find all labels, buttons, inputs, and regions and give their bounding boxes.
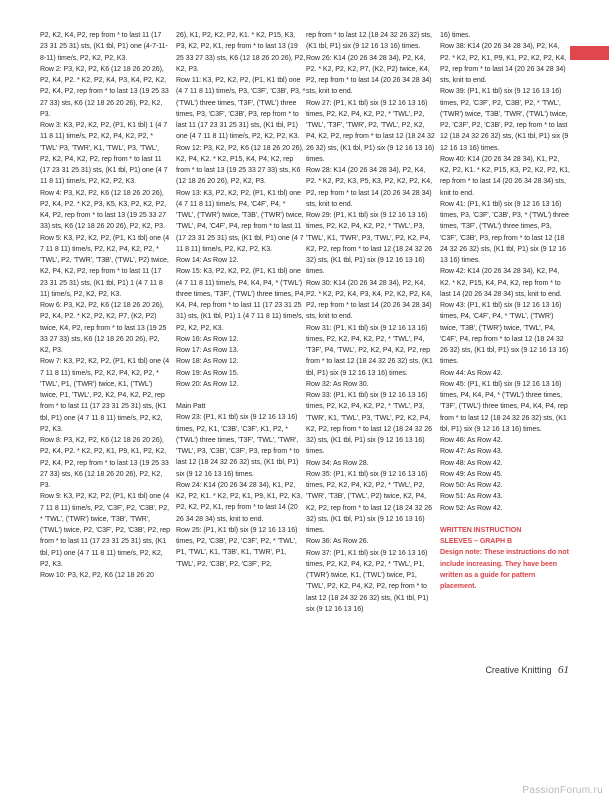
pattern-row: Row 48: As Row 42. xyxy=(440,459,503,467)
pattern-row: Row 47: As Row 43. xyxy=(440,448,503,456)
pattern-row: Row 20: As Row 12. xyxy=(176,380,239,388)
main-patt-heading: Main Patt xyxy=(176,403,206,410)
pattern-row: Row 9: K3, P2, K2, P2, (P1, K1 tbl) one (4 7 11 8 11) time/s, P2, 'C3F', P2, 'C3B', P2, * 'TWL', ('TWR') twice, 'T3B', 'TWR', ('TWL') twice, P2, 'C3F', P2, 'C3B', P2, rep from * to last 11 (17 23 31 25 31) sts, (K1 tbl, P1) one (4 7 11 8 11) time/s, P2, K2, P2, K3. xyxy=(40,493,171,568)
pattern-row: Row 40: K14 (20 26 34 28 34), K1, P2, K2, P2, K1. * K2, P15, K3, P2, K2, P2, K1, rep from * to last 14 (20 26 34 28 34) sts, knit to end. xyxy=(440,155,570,197)
pattern-row: Row 11: K3, P2, K2, P2, (P1, K1 tbl) one (4 7 11 8 11) time/s, P3, 'C3F', 'C3B', P3, * ('TWL') three times, 'T3F', ('TWL') three times, P3, 'C3F', 'C3B', P3, rep from * to last 11 (17 23 31 25 31) sts, (K1 tbl, P1) one (4 7 11 8 11) time/s, P2, K2, P2, K3. xyxy=(176,77,306,141)
pattern-row: Row 46: As Row 42. xyxy=(440,437,503,444)
pattern-row: Row 25: (P1, K1 tbl) six (9 12 16 13 16) times, P2, 'C3B', P2, 'C3F', P2, * 'TWL', P1, 'TWL', K1, 'T3B', K1, 'TWR', P1, 'TWL', P2, 'C3B', P2, 'C3F', P2, xyxy=(176,526,298,568)
pattern-row: Row 7: K3, P2, K2, P2, (P1, K1 tbl) one (4 7 11 8 11) time/s, P2, K2, P4, K2, P2, * 'TWL', P1, ('TWR') twice, K1, ('TWL') twice, P1, 'TWL', P2, K2, P4, K2, P2, rep from * to last 11 (17 23 31 25 31) sts, (K1 tbl, P1) one (4 7 11 8 11) time/s, P2, K2, P2, K3. xyxy=(40,358,170,433)
column-3 xyxy=(306,30,436,615)
pattern-row: Row 13: K3, P2, K2, P2, (P1, K1 tbl) one (4 7 11 8 11) time/s, P4, 'C4F', P4, * 'TWL', ('TWR') twice, 'T3B', ('TWR') twice, 'TWL', P4, 'C4F', P4, rep from * to last 11 (17 23 31 25 31) sts, (K1 tbl, P1) one (4 7 11 8 11) time/s, P2, K2, P2, K3. xyxy=(176,189,304,253)
pattern-row: Row 17: As Row 13. xyxy=(176,347,239,354)
pattern-row: Row 23: (P1, K1 tbl) six (9 12 16 13 16) times, P2, K1, 'C3B', 'C3F', K1, P2, * ('TWL') three times, 'T3F', 'TWL', 'TWR', 'TWL', P3, 'C3B', 'C3F', P3, rep from * to last 12 (18 24 32 26 32) sts, (K1 tbl, P1) six (9 12 16 13 16) times. xyxy=(176,414,300,478)
pattern-row: Row 43: (P1, K1 tbl) six (9 12 16 13 16) times, P4, 'C4F', P4, * 'TWL', ('TWR') twice, 'T3B', ('TWR') twice, 'TWL', P4, 'C4F', P4, rep from * to last 12 (18 24 32 26 32) sts, (K1 tbl, P1) six (9 12 16 13 16) times. xyxy=(440,302,569,366)
pattern-row: Row 27: (P1, K1 tbl) six (9 12 16 13 16) times, P2, K2, P4, K2, P2, * 'TWL', P2, 'TWL', 'T3F', 'TWR', P2, 'TWL', P2, K2, P4, K2, P2, rep from * to last 12 (18 24 32 26 32) sts, (K1 tbl, P1) six (9 12 16 13 16) times. xyxy=(306,99,435,163)
pattern-row: Row 3: K3, P2, K2, P2, (P1, K1 tbl) 1 (4 7 11 8 11) time/s, P2, K2, P4, K2, P2, * 'TWL' P3, 'TWR', K1, 'TWL', P3, 'TWL', P2, K2, P4, K2, P2, rep from * to last 11 (17 23 31 25 31) sts, (K1 tbl, P1) one (4 7 11 8 11) time/s, P2, K2, P2, K3. xyxy=(40,122,168,186)
pattern-row: Row 33: (P1, K1 tbl) six (9 12 16 13 16) times, P2, K2, P4, K2, P2, * 'TWL', P3, 'TWR', K1, 'TWL', P3, 'TWL', P2, K2, P4, K2, P2, rep from * to last 12 (18 24 32 26 32) sts, (K1 tbl, P1) six (9 12 16 13 16) times. xyxy=(306,392,432,456)
pattern-row: Row 39: (P1, K1 tbl) six (9 12 16 13 16) times, P2, 'C3F', P2, 'C3B', P2, * 'TWL', ('TWR') twice, 'T3B', 'TWR', ('TWL') twice, P2, 'C3F', P2, 'C3B', P2, rep from * to last 12 (18 24 32 26 32) sts, (K1 tbl, P1) six (9 12 16 13 16) times. xyxy=(440,88,569,152)
pattern-row: Row 10: P3, K2, P2, K6 (12 18 26 20 xyxy=(40,572,154,579)
pattern-row: Row 37: (P1, K1 tbl) six (9 12 16 13 16) times, P2, K2, P4, K2, P2, * 'TWL', P1, ('TWR') twice, K1, ('TWL') twice, P1, 'TWL', P2, K2, P4, K2, P2, rep from * to last 12 (18 24 32 26 32) sts, (K1 tbl, P1) six (9 12 16 13 16) xyxy=(306,549,429,613)
pattern-row: Row 50: As Row 42. xyxy=(440,482,503,489)
pattern-row: 16) times. xyxy=(440,32,471,39)
section-heading-line-2: SLEEVES – GRAPH B xyxy=(440,538,512,545)
pattern-row: Row 29: (P1, K1 tbl) six (9 12 16 13 16) times, P2, K2, P4, K2, P2, * 'TWL', P3, 'TWL', K1, 'TWR', P3, 'TWL', P2, K2, P4, K2, P2, rep from * to last 12 (18 24 32 26 32) sts, (K1 tbl, P1) six (9 12 16 13 16) times. xyxy=(306,212,432,276)
pattern-row: Row 26: K14 (20 26 34 28 34), P2, K4, P2. * K2, P2, K2, P7, (K2, P2) twice, K4, P2, rep from * to last 14 (20 26 34 28 34) sts, knit to end. xyxy=(306,54,432,96)
column-1 xyxy=(40,30,170,581)
section-heading-line-1: WRITTEN INSTRUCTION xyxy=(440,526,522,534)
pattern-row: Row 42: K14 (20 26 34 28 34), K2, P4, K2. * K2, P15, K4, P4, K2, rep from * to last 14 (20 26 34 28 34) sts, knit to end. xyxy=(440,268,562,298)
pattern-row: Row 52: As Row 42. xyxy=(440,504,503,512)
pattern-row: Row 41: (P1, K1 tbl) six (9 12 16 13 16) times, P3, 'C3F', 'C3B', P3, * ('TWL') three times, 'T3F', ('TWL') three times, P3, 'C3F', 'C3B', P3, rep from * to last 12 (18 24 32 26 32) sts, (K1 tbl, P1) six (9 12 16 13 16) times. xyxy=(440,200,569,264)
pattern-row: Row 31: (P1, K1 tbl) six (9 12 16 13 16) times, P2, K2, P4, K2, P2, * 'TWL', P4, 'T3F', P4, 'TWL', P2, K2, P4, K2, P2, rep from * to last 12 (18 24 32 26 32) sts, (K1 tbl, P1) six (9 12 16 13 16) times. xyxy=(306,324,433,377)
pattern-row: Row 6: P3, K2, P2, K6 (12 18 26 20 26), P2, K4, P2. * K2, P2, K2, P7, (K2, P2) twice, K4, P2, rep from * to last 13 (19 25 33 27 33) sts, K6 (12 18 26 20 26), P2, K2, P3. xyxy=(40,302,167,354)
pattern-row: Row 30: K14 (20 26 34 28 34), P2, K4, P2. * K2, P2, K4, P3, K4, P2, K2, P2, K4, P2, rep from * to last 14 (20 26 34 28 34) sts, knit to end. xyxy=(306,279,433,321)
pattern-row: Row 36: As Row 26. xyxy=(306,538,369,546)
pattern-row: rep from * to last 12 (18 24 32 26 32) sts, (K1 tbl, P1) six (9 12 16 13 16) times. xyxy=(306,32,432,51)
pattern-row: Row 32: As Row 30. xyxy=(306,380,369,388)
page-number: 61 xyxy=(558,664,569,676)
pattern-row: Row 8: P3, K2, P2, K6 (12 18 26 20 26), P2, K4, P2. * K2, P2, K1, P9, K1, P2, K2, P2, K4, P2, rep from * to last 13 (19 25 33 27 33) sts, K6 (12 18 26 20 26), P2, K2, P3. xyxy=(40,437,169,489)
column-4 xyxy=(440,30,570,592)
pattern-row: Row 16: As Row 12. xyxy=(176,335,239,343)
watermark: PassionForum.ru xyxy=(522,785,603,796)
pattern-row: Row 18: As Row 12. xyxy=(176,358,239,366)
page-footer xyxy=(485,664,569,676)
pattern-row: Row 45: (P1, K1 tbl) six (9 12 16 13 16) times, P4, K4, P4, * ('TWL') three times, 'T3F', ('TWL') three times, P4, K4, P4, rep from * to last 12 (18 24 32 26 32) sts, (K1 tbl, P1) six (9 12 16 13 16) times. xyxy=(440,380,568,433)
design-note: Design note: These instructions do not include increasing. They have been written as a guide for pattern placement. xyxy=(440,549,569,590)
column-2 xyxy=(176,30,306,570)
pattern-row: Row 49: As Row 45. xyxy=(440,470,503,478)
pattern-row: Row 12: P3, K2, P2, K6 (12 18 26 20 26), K2, P4, K2. * K2, P15, K4, P4, K2, rep from * to last 13 (19 25 33 27 33) sts, K6 (12 18 26 20 26), P2, K2, P3. xyxy=(176,144,304,186)
pattern-row: Row 14: As Row 12. xyxy=(176,257,239,264)
pattern-row: Row 2: P3, K2, P2, K6 (12 18 26 20 26), P2, K4, P2. * K2, P2, K4, P3, K4, P2, K2, P2, K4, P2, rep from * to last 13 (19 25 33 27 33) sts, K6 (12 18 26 20 26), P2, K2, P3. xyxy=(40,65,169,118)
pattern-row: P2, K2, K4, P2, rep from * to last 11 (17 23 31 25 31) sts, (K1 tbl, P1) one (4-7-11-8-11) time/s, P2, K2, P2, K3. xyxy=(40,32,168,62)
pattern-row: 26), K1, P2, K2, P2, K1. * K2, P15, K3, P3, K2, P2, K1, rep from * to last 13 (19 25 33 27 33) sts, K6 (12 18 26 20 26), P2, K2, P3. xyxy=(176,32,306,73)
pattern-row: Row 51: As Row 43. xyxy=(440,493,503,501)
pattern-row: Row 34: As Row 28. xyxy=(306,459,369,467)
pattern-row: Row 15: K3, P2, K2, P2, (P1, K1 tbl) one (4 7 11 8 11) time/s, P4, K4, P4, * ('TWL') three times, 'T3F', ('TWL') three times, P4, K4, P4, rep from * to last 11 (17 23 31 25 31) sts, (K1 tbl, P1) 1 (4 7 11 8 11) time/s, P2, K2, P2, K3. xyxy=(176,268,306,332)
pattern-row: Row 24: K14 (20 26 34 28 34), K1, P2, K2, P2, K1. * K2, P2, K1, P9, K1, P2, K3, P2, K2, P2, K1, rep from * to last 14 (20 26 34 28 34) sts, knit to end. xyxy=(176,481,303,523)
pattern-row: Row 35: (P1, K1 tbl) six (9 12 16 13 16) times, P2, K2, P4, K2, P2, * 'TWL', P2, 'TWR', 'T3B', ('TWL', P2) twice, K2, P4, K2, P2, rep from * to last 12 (18 24 32 26 32) sts, (K1 tbl, P1) six (9 12 16 13 16) times. xyxy=(306,470,432,534)
pattern-row: Row 38: K14 (20 26 34 28 34), P2, K4, P2. * K2, P2, K1, P9, K1, P2, K2, P2, K4, P2, rep from * to last 14 (20 26 34 28 34) sts, knit to end. xyxy=(440,43,567,84)
pattern-row: Row 28: K14 (20 26 34 28 34), P2, K4, P2. * K2, P2, K3, P5, K3, P2, K2, P2, K4, P2, rep from * to last 14 (20 26 34 28 34) sts, knit to end. xyxy=(306,167,433,208)
magazine-name: Creative Knitting xyxy=(485,665,552,675)
pattern-row: Row 4: P3, K2, P2, K6 (12 18 26 20 26), P2, K4, P2. * K2, P3, K5, K3, P2, K2, P2, K4, P2, rep from * to last 13 (19 25 33 27 33) sts, K6 (12 18 26 20 26), P2, K2, P3. xyxy=(40,189,167,231)
pattern-row: Row 19: As Row 15. xyxy=(176,369,239,377)
pattern-row: Row 5: K3, P2, K2, P2, (P1, K1 tbl) one (4 7 11 8 11) time/s, P2, K2, P4, K2, P2, * 'TWL', P2, 'TWR', 'T3B', ('TWL', P2) twice, K2, P4, K2, P2, rep from * to last 11 (17 23 31 25 31) sts, (K1 tbl, P1) 1 (4 7 11 8 11) time/s, P2, K2, P2, K3. xyxy=(40,234,170,298)
pattern-row: Row 44: As Row 42. xyxy=(440,369,503,377)
accent-bar xyxy=(570,46,609,60)
section-heading xyxy=(440,525,570,548)
